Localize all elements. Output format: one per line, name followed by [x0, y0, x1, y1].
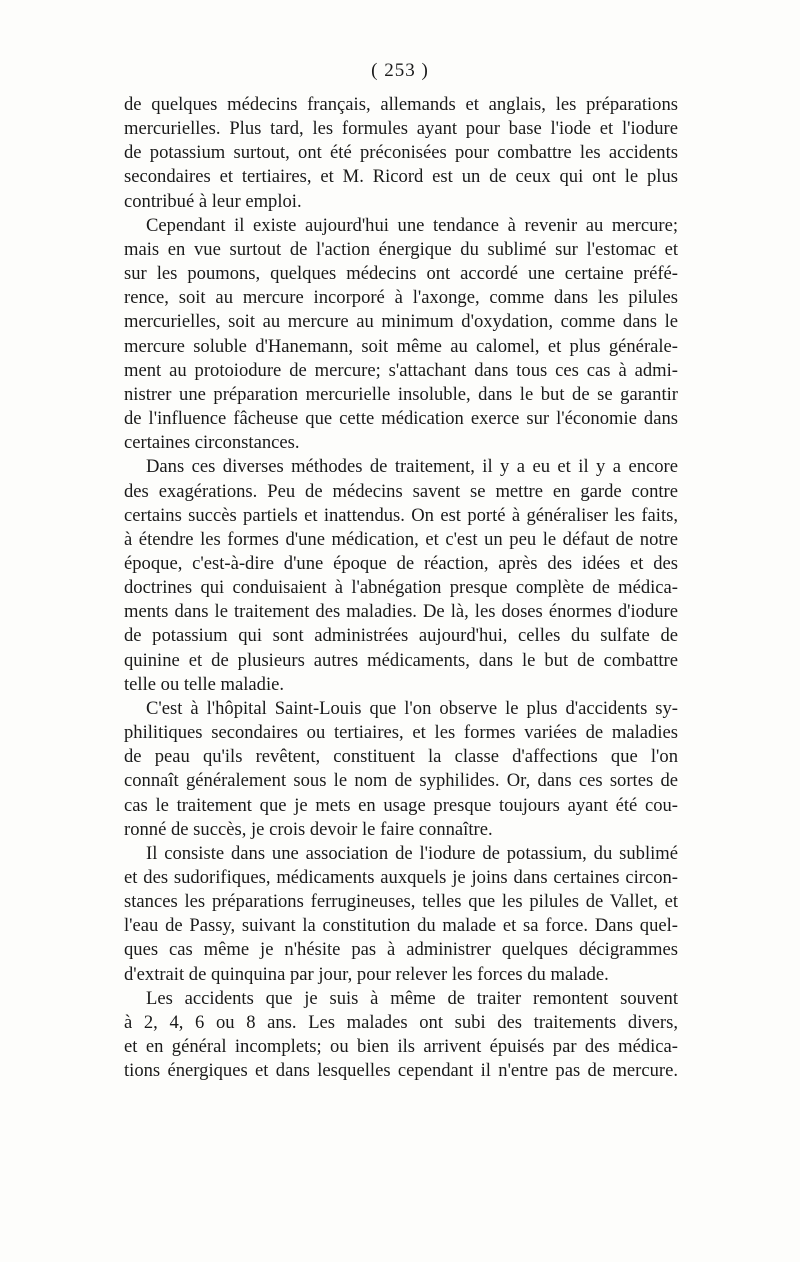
text-line: ques cas même je n'hésite pas à administrer quelques décigrammes	[124, 939, 678, 961]
page-text-body	[124, 93, 678, 1083]
text-line: connaît généralement sous le nom de syphilides. Or, dans ces sortes de	[124, 770, 678, 792]
text-line: ment au protoiodure de mercure; s'attachant dans tous ces cas à admi-	[124, 359, 678, 381]
text-line: contribué à leur emploi.	[124, 190, 302, 212]
text-line: telle ou telle maladie.	[124, 673, 285, 695]
paragraph-5	[124, 842, 678, 987]
text-line: ments dans le traitement des maladies. De là, les doses énormes d'iodure	[124, 601, 678, 623]
text-line: certaines circonstances.	[124, 432, 300, 454]
text-line: mais en vue surtout de l'action énergique du sublimé sur l'estomac et	[124, 238, 678, 260]
text-line: ronné de succès, je crois devoir le faire connaître.	[124, 818, 493, 840]
text-line: époque, c'est-à-dire d'une époque de réaction, après des idées et des	[124, 552, 678, 574]
text-line: de potassium surtout, ont été préconisées pour combattre les accidents	[124, 142, 678, 164]
text-line: d'extrait de quinquina par jour, pour relever les forces du malade.	[124, 963, 609, 985]
text-line: mercurielles. Plus tard, les formules ayant pour base l'iode et l'iodure	[124, 118, 678, 140]
paragraph-6	[124, 987, 678, 1084]
text-line: de peau qu'ils revêtent, constituent la classe d'affections que l'on	[124, 746, 678, 768]
text-line: de l'influence fâcheuse que cette médication exerce sur l'économie dans	[124, 408, 678, 430]
text-line: doctrines qui conduisaient à l'abnégation presque complète de médica-	[124, 577, 678, 599]
text-line: secondaires et tertiaires, et M. Ricord est un de ceux qui ont le plus	[124, 166, 678, 188]
text-line: cas le traitement que je mets en usage presque toujours ayant été cou-	[124, 794, 678, 816]
text-line: à étendre les formes d'une médication, et c'est un peu le défaut de notre	[124, 528, 678, 550]
text-line: à 2, 4, 6 ou 8 ans. Les malades ont subi des traitements divers,	[124, 1011, 678, 1033]
text-line: Dans ces diverses méthodes de traitement, il y a eu et il y a encore	[146, 456, 678, 478]
paragraph-1	[124, 93, 678, 214]
text-line: sur les poumons, quelques médecins ont accordé une certaine préfé-	[124, 263, 678, 285]
text-line: mercurielles, soit au mercure au minimum d'oxydation, comme dans le	[124, 311, 678, 333]
text-line: certains succès partiels et inattendus. On est porté à généraliser les faits,	[124, 504, 678, 526]
text-line: l'eau de Passy, suivant la constitution du malade et sa force. Dans quel-	[124, 915, 678, 937]
text-line: Il consiste dans une association de l'iodure de potassium, du sublimé	[146, 842, 678, 864]
text-line: quinine et de plusieurs autres médicaments, dans le but de combattre	[124, 649, 678, 671]
text-line: C'est à l'hôpital Saint-Louis que l'on observe le plus d'accidents sy-	[146, 697, 678, 719]
text-line: des exagérations. Peu de médecins savent se mettre en garde contre	[124, 480, 678, 502]
text-line: philitiques secondaires ou tertiaires, et les formes variées de maladies	[124, 722, 678, 744]
text-line: rence, soit au mercure incorporé à l'axonge, comme dans les pilules	[124, 287, 678, 309]
text-line: Cependant il existe aujourd'hui une tendance à revenir au mercure;	[146, 214, 678, 236]
text-line: de quelques médecins français, allemands et anglais, les préparations	[124, 94, 678, 115]
text-line: de potassium qui sont administrées aujourd'hui, celles du sulfate de	[124, 625, 678, 647]
text-line: et des sudorifiques, médicaments auxquels je joins dans certaines circon-	[124, 867, 678, 888]
page-number: ( 253 )	[371, 60, 429, 81]
text-line: et en général incomplets; ou bien ils arrivent épuisés par des médica-	[124, 1036, 678, 1058]
paragraph-2	[124, 214, 678, 456]
text-line: stances les préparations ferrugineuses, telles que les pilules de Vallet, et	[124, 891, 678, 913]
text-line: mercure soluble d'Hanemann, soit même au calomel, et plus générale-	[124, 335, 678, 357]
text-line: tions énergiques et dans lesquelles cependant il n'entre pas de mercure.	[124, 1060, 678, 1082]
paragraph-3	[124, 455, 678, 697]
text-line: Les accidents que je suis à même de traiter remontent souvent	[146, 987, 678, 1009]
paragraph-4	[124, 697, 678, 842]
text-line: nistrer une préparation mercurielle insoluble, dans le but de se garantir	[124, 383, 678, 405]
